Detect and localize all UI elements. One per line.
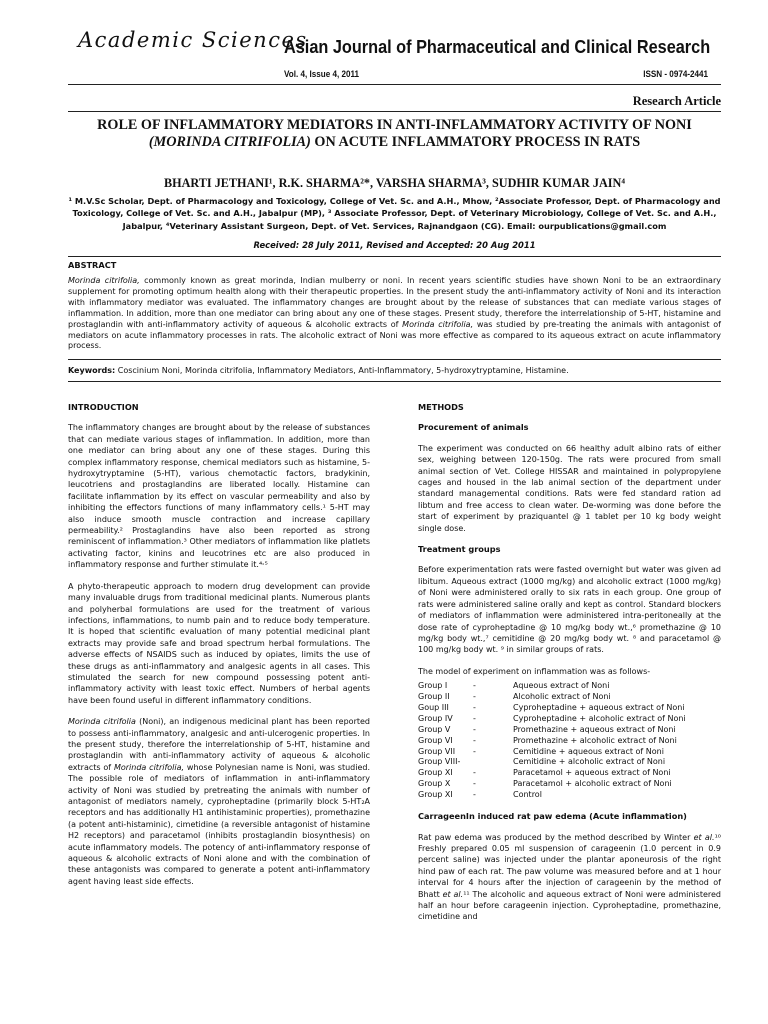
divider [68,381,721,382]
group-name: Group XI [418,790,453,800]
group-desc: Cyproheptadine + alcoholic extract of Noni [513,713,686,723]
group-desc: Cyproheptadine + aqueous extract of Noni [513,702,685,712]
keywords-label: Keywords: [68,366,116,375]
abstract-text-2: was studied by pre-treating the animals with antagonist of mediators on acute inflammatory processes in rats. The alcoholic extract of Noni was more effective as compared to its aqueous extract on acute inflammatory process. [68,319,721,351]
intro-species-2: Morinda citrifolia, [113,762,185,772]
intro-species: Morinda citrifolia [68,717,136,727]
group-name: Group II [418,692,450,702]
group-name: Group I [418,681,448,691]
group-desc: Alcoholic extract of Noni [513,692,611,702]
model-intro: The model of experiment on inflammation was as follows- [418,666,651,676]
edema-paragraph [418,832,721,923]
keywords [68,366,721,375]
edema-text-b: ¹⁰ Freshly prepared 0.05 ml suspension of carageenin (1.0 percent in 0.9 percent saline) was injected under the plantar aponeurosis of the right hind paw of each rat. The paw volume was measured before and at 1 hour interval for 4 hours after the injection of carageenin by the method of Bhatt [418,832,721,899]
masthead [78,28,728,68]
intro-paragraph-2: A phyto-therapeutic approach to modern drug development can provide many invaluable drugs from traditional medicinal plants. Numerous plants and polyherbal formulations are used for the treatment of various infections, inflammations, to numb pain and to reduce body temperature. It is hoped that scientific evaluation of many potential medicinal plant extracts may provide safe and broad spectrum herbal formulations. The adverse effects of NSAIDS such as induced by opiates, limits the use of these drugs as anti-inflammatory and analgesic agents in all cases. This stimulated the search for new compound possessing potent anti-inflammatory activity with least toxic effect. Numbers of herbal agents have been found useful in different inflammatory conditions. [68,581,370,705]
group-name: Goup III [418,702,449,712]
abstract-text-1: commonly known as great morinda, Indian mulberry or noni. In recent years scientific studies have shown Noni to be an extraordinary supplement for promoting optimum health along with their therapeutic properties. In the present study the anti-inflammatory activity of Noni and its interaction with inflammatory mediator was evaluated. The inflammatory changes are brought about by the release of substances that can mediate various stages of inflammation. In addition, more than one mediator can bring about any one of these stages. Present study, therefore the interrelationship of 5-HT, histamine and prostaglandin with anti-inflammatory activity of aqueous & alcoholic extracts of [68,276,721,329]
abstract-heading: ABSTRACT [68,260,117,270]
divider [68,359,721,360]
group-desc: Promethazine + alcoholic extract of Noni [513,735,677,745]
edema-text-c: ¹¹ The alcoholic and aqueous extract of Noni were administered half an hour before carageenin injection. Cyproheptadine, promethazine, cimetidine and [418,889,722,922]
groups-list [418,681,721,801]
edema-etal-2: et al. [442,889,464,899]
affiliations: ¹ M.V.Sc Scholar, Dept. of Pharmacology and Toxicology, College of Vet. Sc. and A.H., Mhow, ²Associate Professor, Dept. of Pharmacology and Toxicology, College of Vet. Sc. and A.H., Jabalpur (MP), ³ Associate Professor, Dept. of Veterinary Microbiology, College of Vet. Sc. and A.H., Jabalpur, ⁴Veterinary Assistant Surgeon, Dept. of Vet. Services, Rajnandgaon (CG). Email: ourpublications@gmail.com [68,196,721,231]
group-desc: Paracetamol + alcoholic extract of Noni [513,779,672,789]
publisher-logo: Academic Sciences [78,28,308,52]
group-dash [473,757,513,768]
header-rule [68,111,721,112]
group-desc: Promethazine + aqueous extract of Noni [513,724,676,734]
group-dash: - [473,713,476,723]
intro-paragraph-1: The inflammatory changes are brought about by the release of substances that can mediate various stages of inflammation. In addition, more than one mediator can bring about any one of these stages. During this complex inflammatory response, chemical mediators such as histamine, 5-hydroxytryptamine (5-HT), various chemotactic factors, bradykinin, leucotriens and prostaglandins are liberated locally. Histamine can facilitate inflammation by its effect on vascular permeability and also by inhibiting the effectors functions of many inflammatory cells.¹ 5-HT may also induce smooth muscle contraction and increase capillary permeability.² Prostaglandins have also been reported as strong reminiscent of inflammation.³ Other mediators of inflammation like platlets activating factor, kinins and leucotrines etc are also produced in inflammatory response and further stimulate it.⁴˒⁵ [68,423,370,570]
divider [68,256,721,257]
group-dash: - [473,724,476,734]
abstract-species: Morinda citrifolia, [68,276,140,285]
intro-paragraph-3a: (Noni), an indigenous medicinal plant has been reported to possess anti-inflammatory, analgesic and anti-ulcerogenic properties. In the present study, therefore the interrelationship of 5-HT, histamine and prostaglandin with anti-inflammatory activity of aqueous & alcoholic extracts of [68,717,370,772]
intro-paragraph-3 [68,716,370,887]
treatment-heading: Treatment groups [418,544,501,555]
header-rule [68,84,721,85]
introduction-heading: INTRODUCTION [68,402,139,412]
edema-text-a: Rat paw edema was produced by the method described by Winter [418,832,694,842]
group-dash: - [473,790,476,800]
volume-issue: Vol. 4, Issue 4, 2011 [284,69,360,79]
article-type: Research Article [632,94,721,108]
title-line-2 [68,134,721,151]
title-line-2-rest: ON ACUTE INFLAMMATORY PROCESS IN RATS [310,134,641,150]
title-species: (MORINDA CITRIFOLIA) [148,134,311,150]
article-title [68,117,721,151]
group-name: Group XI [418,768,453,778]
group-name: Group V [418,724,451,734]
authors: BHARTI JETHANI¹, R.K. SHARMA²*, VARSHA SHARMA³, SUDHIR KUMAR JAIN⁴ [164,176,625,190]
issn: ISSN - 0974-2441 [643,69,708,79]
methods-heading: METHODS [418,402,464,412]
received-dates: Received: 28 July 2011, Revised and Accepted: 20 Aug 2011 [253,240,536,250]
group-dash: - [473,768,476,778]
left-column [68,402,370,897]
group-name: Group VIII- [418,757,461,767]
group-dash: - [473,779,476,789]
abstract-body [68,276,721,352]
right-column [418,402,721,933]
keywords-text: Coscinium Noni, Morinda citrifolia, Inflammatory Mediators, Anti-Inflammatory, 5-hydroxytryptamine, Histamine. [115,366,569,375]
group-desc: Cemitidine + alcoholic extract of Noni [513,757,666,767]
group-desc: Aqueous extract of Noni [513,681,610,691]
group-dash: - [473,735,476,745]
group-name: Group IV [418,713,453,723]
group-desc: Control [513,790,542,800]
edema-heading: CarrageenIn induced rat paw edema (Acute inflammation) [418,811,687,822]
animals-paragraph: The experiment was conducted on 66 healthy adult albino rats of either sex, weighing between 120-150g. The rats were procured from small animal section of Vet. College HISSAR and maintained in polypropylene cages and housed in the lab animal section of the department under standard managemental conditions. Rats were fed standard ration ad libtum and free access to clean water. De-worming was done before the start of experiment by praziquantel @ 1 tablet per 10 kg body weight single dose. [418,443,721,533]
journal-title: Asian Journal of Pharmaceutical and Clinical Research [284,36,711,57]
group-name: Group VII [418,746,456,756]
intro-paragraph-3b: whose Polynesian name is Noni, was studied. The possible role of mediators of inflammation in anti-inflammatory activity of Noni was studied by pretreating the animals with number of antagonist of mediators namely, cyproheptadine (primarily block 5-HT₂A receptors and has additionally H1 antihistaminic properties), promethazine (a potent anti-histaminic), cimetidine (a reversible antagonist of histamine H2 receptors) and paracetamol (inhibits prostaglandin biosynthesis) on acute inflammatory models. The potency of anti-inflammatory response of aqueous & alcoholic extracts of Noni alone and with the combination of these antagonists was compared to generate a potent anti-inflammatory agent having least side effects. [68,762,370,886]
treatment-paragraph: Before experimentation rats were fasted overnight but water was given ad libitum. Aqueous extract (1000 mg/kg) and alcoholic extract (1000 mg/kg) of Noni were administered orally to six rats in each group. One group of rats were administered saline orally and kept as control. Standard blockers of mediators of inflammation were administered intra-peritoneally at the dose rate of cyproheptadine @ 10 mg/kg body wt.,⁶ promethazine @ 10 mg/kg body wt.,⁷ cemitidine @ 20 mg/kg body wt. ⁸ and paracetamol @ 100 mg/kg body wt. ⁹ in similar groups of rats. [418,565,721,655]
group-dash: - [473,746,476,756]
group-name: Group X [418,779,451,789]
group-dash: - [473,692,476,702]
group-dash: - [473,681,476,691]
abstract-species-2: Morinda citrifolia, [402,319,474,329]
title-line-1: ROLE OF INFLAMMATORY MEDIATORS IN ANTI-INFLAMMATORY ACTIVITY OF NONI [97,117,692,133]
group-desc: Cemitidine + aqueous extract of Noni [513,746,664,756]
edema-etal: et al. [693,832,715,842]
group-desc: Paracetamol + aqueous extract of Noni [513,768,671,778]
animals-heading: Procurement of animals [418,422,529,433]
group-dash: - [473,702,476,712]
group-name: Group VI [418,735,453,745]
